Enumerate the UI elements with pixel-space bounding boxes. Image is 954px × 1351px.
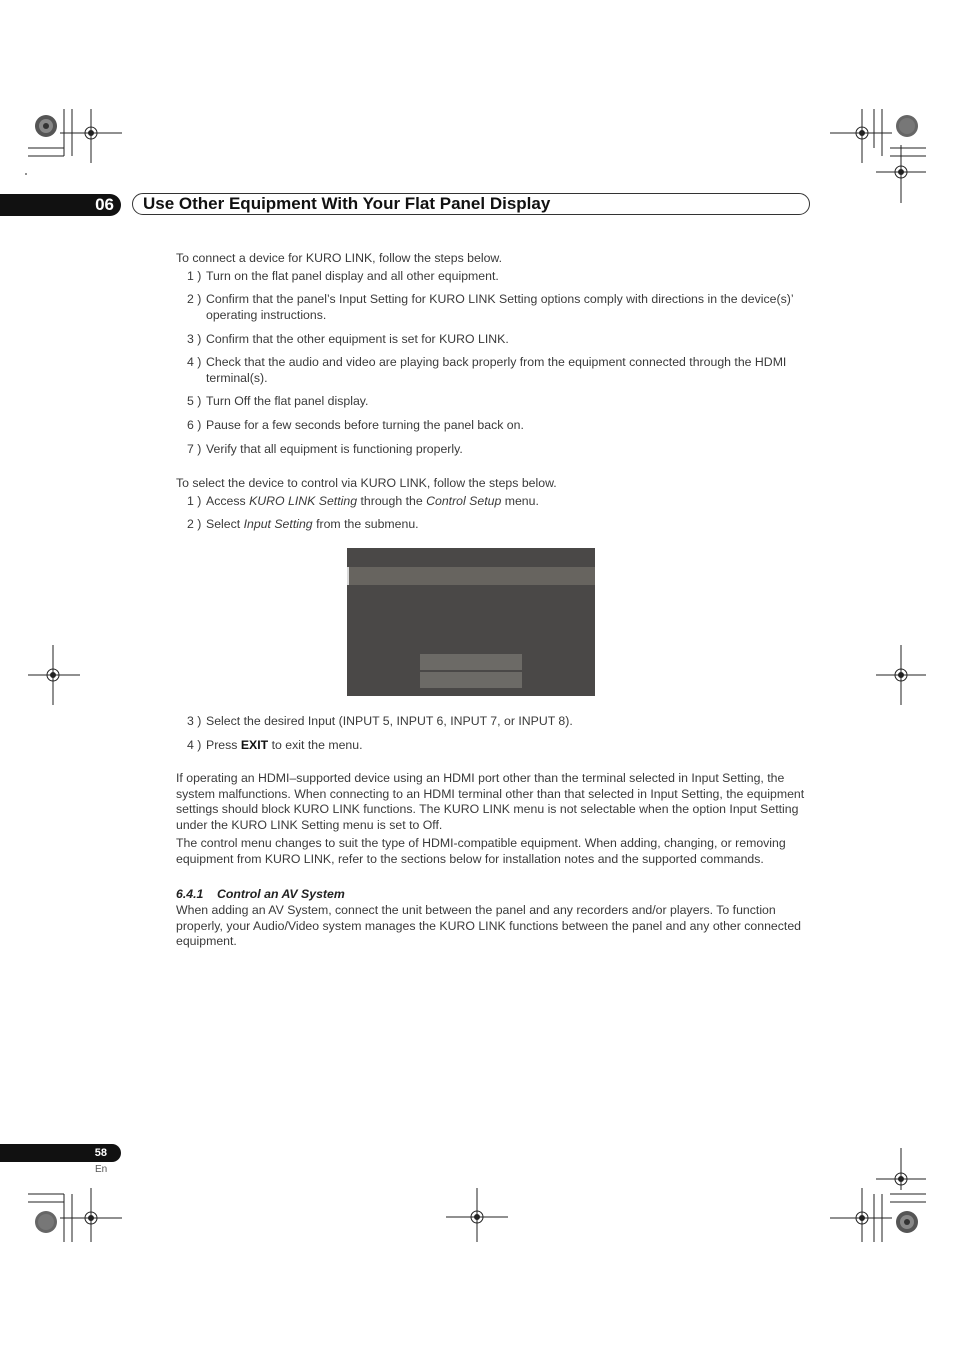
step-text: Confirm that the other equipment is set for KURO LINK.	[206, 332, 509, 346]
step-text: Pause for a few seconds before turning the panel back on.	[206, 418, 524, 432]
menu-name-kuro-link-setting: KURO LINK Setting	[249, 494, 358, 508]
step-number: 3 )	[187, 714, 202, 728]
menu-option-box	[420, 672, 522, 688]
subsection-heading: 6.4.1 Control an AV System	[176, 887, 345, 901]
step-number: 5 )	[187, 394, 202, 408]
chapter-title: Use Other Equipment With Your Flat Panel Display	[132, 193, 810, 215]
step-text-part: to exit the menu.	[268, 738, 363, 752]
step-text: Check that the audio and video are playing back properly from the equipment connected through the HDMI terminal(s).	[206, 355, 787, 385]
step-text-part: Access	[206, 494, 250, 508]
step-number: 7 )	[187, 442, 202, 456]
connect-step-2	[187, 291, 811, 323]
step-text	[206, 516, 811, 532]
step-number: 6 )	[187, 418, 202, 432]
step-text: Turn on the flat panel display and all other equipment.	[206, 269, 499, 283]
language-label: En	[95, 1164, 108, 1175]
menu-highlight-bar	[347, 567, 595, 585]
step-text	[206, 737, 811, 753]
step-text-part: from the submenu.	[312, 517, 419, 531]
exit-key-label: EXIT	[240, 738, 269, 752]
note-paragraph-1: If operating an HDMI–supported device using an HDMI port other than the terminal selected in Input Setting, the system malfunctions. When connecting to an HDMI terminal other than that selected in Input Setting, the equipment settings should block KURO LINK functions. The KURO LINK menu is not selectable when the option Input Setting under the KURO LINK Setting menu is set to Off.	[176, 771, 805, 833]
select-step-2	[187, 516, 811, 532]
connect-step-5	[187, 393, 811, 409]
step-number: 2 )	[187, 292, 202, 306]
menu-name-input-setting: Input Setting	[243, 517, 313, 531]
step-text-part: Press	[206, 738, 241, 752]
page-number: 58	[0, 1144, 121, 1162]
note-paragraph-2: The control menu changes to suit the type of HDMI-compatible equipment. When adding, changing, or removing equipment from KURO LINK, refer to the sections below for installation notes and the supported commands.	[176, 836, 786, 866]
step-text: Select the desired Input (INPUT 5, INPUT 6, INPUT 7, or INPUT 8).	[206, 714, 573, 728]
step-text-part: menu.	[501, 494, 539, 508]
connect-step-1	[187, 268, 811, 284]
step-text: Verify that all equipment is functioning properly.	[206, 442, 463, 456]
step-text: Turn Off the flat panel display.	[206, 394, 369, 408]
select-intro: To select the device to control via KURO LINK, follow the steps below.	[176, 476, 557, 490]
select-step-4	[187, 737, 811, 753]
menu-screenshot	[347, 548, 595, 696]
step-number: 4 )	[187, 355, 202, 369]
menu-cursor	[347, 567, 349, 585]
menu-option-box	[420, 654, 522, 670]
step-text-part: Select	[206, 517, 244, 531]
step-text	[206, 493, 811, 509]
select-step-3	[187, 713, 811, 729]
step-number: 3 )	[187, 332, 202, 346]
connect-intro: To connect a device for KURO LINK, follow the steps below.	[176, 251, 503, 265]
connect-step-6	[187, 417, 811, 433]
step-text-part: through the	[357, 494, 427, 508]
step-text: Confirm that the panel’s Input Setting for KURO LINK Setting options comply with directions in the device(s)’ operating instructions.	[206, 292, 794, 322]
step-number: 1 )	[187, 494, 202, 508]
step-number: 4 )	[187, 738, 202, 752]
menu-name-control-setup: Control Setup	[426, 494, 502, 508]
connect-step-7	[187, 441, 811, 457]
chapter-number-tab: 06	[0, 194, 121, 216]
step-number: 1 )	[187, 269, 202, 283]
step-number: 2 )	[187, 517, 202, 531]
connect-step-4	[187, 354, 811, 386]
select-step-1	[187, 493, 811, 509]
connect-step-3	[187, 331, 811, 347]
subsection-body: When adding an AV System, connect the unit between the panel and any recorders and/or players. To function properly, your Audio/Video system manages the KURO LINK functions between the panel and any other connected equipment.	[176, 903, 802, 949]
